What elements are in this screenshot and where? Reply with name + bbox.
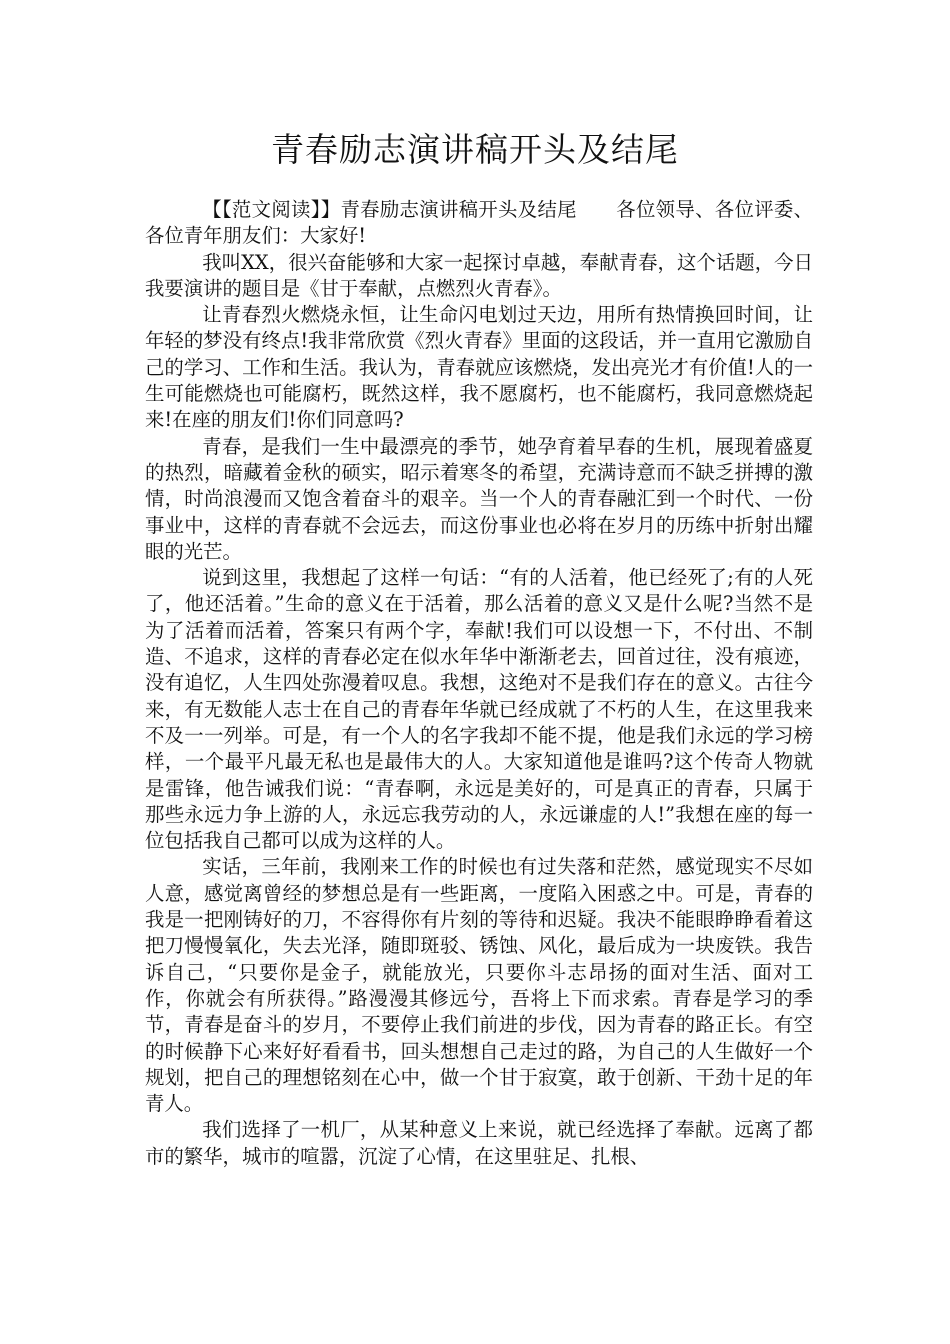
paragraph-youth-season: 青春，是我们一生中最漂亮的季节，她孕育着早春的生机，展现着盛夏的热烈，暗藏着金秋的硕实，昭示着寒冬的希望，充满诗意而不缺乏拼搏的激情，时尚浪漫而又饱含着奋斗的艰辛。当一个人的青春融汇到一个时代、一份事业中，这样的青春就不会远去，而这份事业也必将在岁月的历练中折射出耀眼的光芒。 [145,434,813,563]
paragraph-self-introduction: 我叫XX，很兴奋能够和大家一起探讨卓越，奉献青春，这个话题，今日我要演讲的题目是《甘于奉献，点燃烈火青春》。 [145,250,813,300]
paragraph-burning-youth: 让青春烈火燃烧永恒，让生命闪电划过天边，用所有热情换回时间，让年轻的梦没有终点!我非常欣赏《烈火青春》里面的这段话，并一直用它激励自己的学习、工作和生活。我认为，青春就应该燃烧，发出亮光才有价值!人的一生可能燃烧也可能腐朽，既然这样，我不愿腐朽，也不能腐朽，我同意燃烧起来!在座的朋友们!你们同意吗? [145,303,813,432]
document-title: 青春励志演讲稿开头及结尾 [271,130,679,169]
paragraph-three-years-ago: 实话，三年前，我刚来工作的时候也有过失落和茫然，感觉现实不尽如人意，感觉离曾经的梦想总是有一些距离，一度陷入困惑之中。可是，青春的我是一把刚铸好的刀，不容得你有片刻的等待和迟疑。我决不能眼睁睁看着这把刀慢慢氧化，失去光泽，随即斑驳、锈蚀、风化，最后成为一块废铁。我告诉自己，“只要你是金子，就能放光，只要你斗志昂扬的面对生活、面对工作，你就会有所获得。”路漫漫其修远兮，吾将上下而求索。青春是学习的季节，青春是奋斗的岁月，不要停止我们前进的步伐，因为青春的路正长。有空的时候静下心来好好看看书，回头想想自己走过的路，为自己的人生做好一个规划，把自己的理想铭刻在心中，做一个甘于寂寞，敢于创新、干劲十足的年青人。 [145,855,813,1116]
paragraph-choosing-dedication: 我们选择了一机厂，从某种意义上来说，就已经选择了奉献。远离了都市的繁华，城市的喧嚣，沉淀了心情，在这里驻足、扎根、 [145,1118,813,1168]
document-body [145,197,813,1170]
paragraph-intro: 【【范文阅读】】青春励志演讲稿开头及结尾 各位领导、各位评委、各位青年朋友们：大家好! [145,198,813,248]
paragraph-meaning-of-life: 说到这里，我想起了这样一句话：“有的人活着，他已经死了;有的人死了，他还活着。”生命的意义在于活着，那么活着的意义又是什么呢?当然不是为了活着而活着，答案只有两个字，奉献!我们可以设想一下，不付出、不制造、不追求，这样的青春必定在似水年华中渐渐老去，回首过往，没有痕迹，没有追忆，人生四处弥漫着叹息。我想，这绝对不是我们存在的意义。古往今来，有无数能人志士在自己的青春年华就已经成就了不朽的人生，在这里我来不及一一列举。可是，有一个人的名字我却不能不提，他是我们永远的学习榜样，一个最平凡最无私也是最伟大的人。大家知道他是谁吗?这个传奇人物就是雷锋，他告诫我们说：“青春啊，永远是美好的，可是真正的青春，只属于那些永远力争上游的人，永远忘我劳动的人，永远谦虚的人!”我想在座的每一位包括我自己都可以成为这样的人。 [145,566,813,853]
